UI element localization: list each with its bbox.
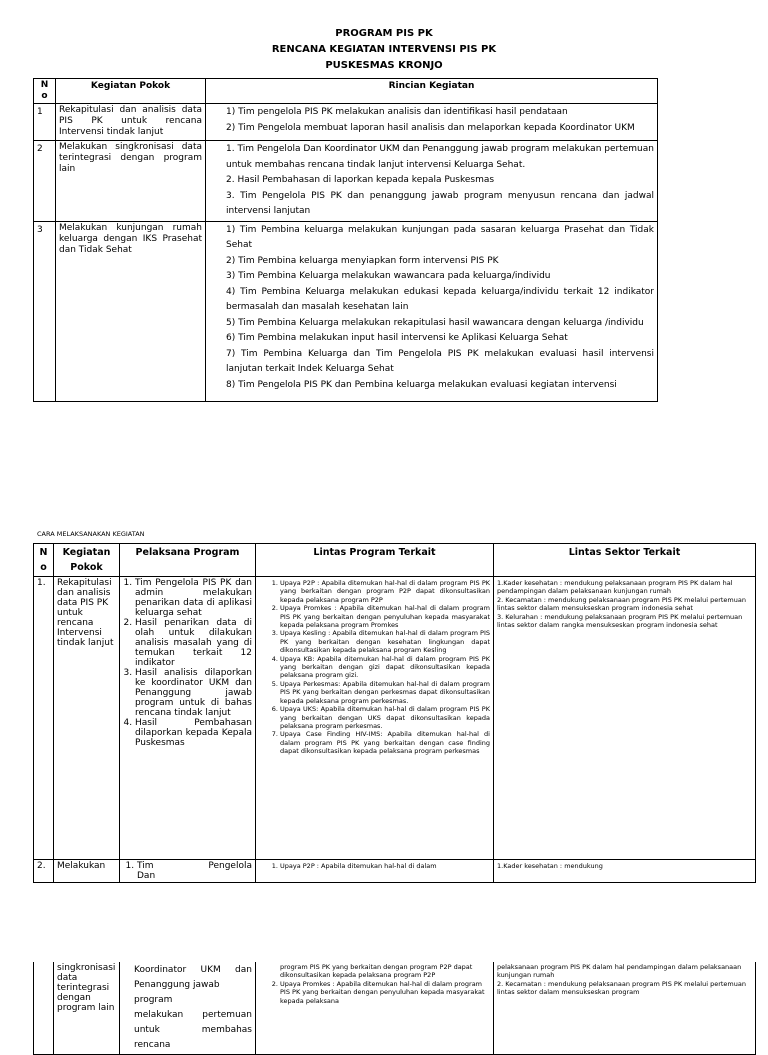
row-rincian <box>206 221 658 401</box>
cara-melaksanakan-table <box>33 543 756 883</box>
list-item: 1. Tim Pengelola Dan Koordinator UKM dan Penanggung jawab program melakukan pertemuan untuk membahas rencana tindak lanjut intervensi Keluarga Sehat. <box>226 144 654 170</box>
row-lintas-sektor: 1.Kader kesehatan : mendukung <box>494 860 756 883</box>
cara-melaksanakan-table-continued <box>33 962 756 1055</box>
list-item: 3) Tim Pembina Keluarga melakukan wawancara pada keluarga/individu <box>226 271 551 281</box>
row-lintas-program <box>256 860 494 883</box>
list-item: 4. Hasil Pembahasan dilaporkan kepada Kepala Puskesmas <box>135 718 252 748</box>
list-item: 2. Upaya Promkes : Apabila ditemukan hal-hal di dalam program PIS PK yang berkaitan dengan penyuluhan kepada masyarakat kepada pelaksana <box>280 980 490 1005</box>
row-no: 1. <box>34 577 54 860</box>
row-no: 1 <box>34 104 56 141</box>
header-rincian: Rincian Kegiatan <box>206 79 658 104</box>
list-item: 8) Tim Pengelola PIS PK dan Pembina keluarga melakukan evaluasi kegiatan intervensi <box>226 379 617 390</box>
header-kegiatan: Kegiatan Pokok <box>56 79 206 104</box>
section-caption: CARA MELAKSANAKAN KEGIATAN <box>37 530 145 538</box>
list-item-continued: program PIS PK yang berkaitan dengan program P2P dapat dikonsultasikan kepada pelaksana program P2P <box>280 963 473 980</box>
row-no: 3 <box>34 221 56 401</box>
list-item: 3. Hasil analisis dilaporkan ke koordinator UKM dan Penanggung jawab program untuk di bahas rencana tindak lanjut <box>135 668 252 718</box>
row-lintas-sektor <box>494 577 756 860</box>
doc-puskesmas: PUSKESMAS KRONJO <box>325 60 443 71</box>
pelaksana-text: Tim Pengelola Dan <box>137 861 252 881</box>
row-no: 2 <box>34 141 56 222</box>
row-no: 2. <box>34 860 54 883</box>
table-header-row <box>34 79 658 104</box>
table-row <box>34 860 756 883</box>
header-kegiatan: Kegiatan Pokok <box>54 544 120 577</box>
list-item: 4. Upaya KB: Apabila ditemukan hal-hal di dalam program PIS PK yang berkaitan dengan gizi dapat dikonsultasikan kepada pelaksana program gizi. <box>280 655 490 680</box>
list-item: 3. Tim Pengelola PIS PK dan penanggung jawab program menyusun rencana dan jadwal intervensi lanjutan <box>226 190 654 216</box>
list-item: 1. Tim Pengelola PIS PK dan admin melakukan penarikan data di aplikasi keluarga sehat <box>135 578 252 618</box>
row-kegiatan: Melakukan kunjungan rumah keluarga dengan IKS Prasehat dan Tidak Sehat <box>56 221 206 401</box>
header-lintas-sektor: Lintas Sektor Terkait <box>494 544 756 577</box>
row-lintas-program <box>256 577 494 860</box>
pelaksana-line: untuk membahas rencana <box>134 1025 252 1050</box>
table-row <box>34 104 658 141</box>
table-row <box>34 141 658 222</box>
table-row <box>34 577 756 860</box>
row-rincian <box>206 141 658 222</box>
list-item: 6. Upaya UKS: Apabila ditemukan hal-hal di dalam program PIS PK yang berkaitan dengan UKS dapat dikonsultasikan kepada pelaksana program perkesmas. <box>280 705 490 730</box>
row-kegiatan: Melakukan <box>54 860 120 883</box>
list-item: 7. Upaya Case Finding HIV-IMS: Apabila ditemukan hal-hal di dalam program PIS PK yang berkaitan dengan case finding dapat dikonsultasikan kepada pelaksana program perkesmas <box>280 730 490 755</box>
row-no <box>34 962 54 1055</box>
list-item: 6) Tim Pembina melakukan input hasil intervensi ke Aplikasi Keluarga Sehat <box>226 333 568 343</box>
list-item: 1.Kader kesehatan : mendukung pelaksanaan program PIS PK dalam hal pendampingan dalam pelaksanaan kunjungan rumah <box>497 579 733 596</box>
row-lintas-program <box>256 962 494 1055</box>
row-lintas-sektor <box>494 962 756 1055</box>
row-rincian <box>206 104 658 141</box>
list-item: 7) Tim Pembina Keluarga dan Tim Pengelola PIS PK melakukan evaluasi hasil intervensi lanjutan terkait Indek Keluarga Sehat <box>226 348 654 374</box>
list-item <box>137 861 252 881</box>
header-no: N o <box>34 79 56 104</box>
header-pelaksana: Pelaksana Program <box>120 544 256 577</box>
list-item: 4) Tim Pembina Keluarga melakukan edukasi kepada keluarga/individu terkait 12 indikator bermasalah dan masalah kesehatan lain <box>226 286 654 312</box>
list-item: 1) Tim Pembina keluarga melakukan kunjungan pada sasaran keluarga Prasehat dan Tidak Sehat <box>226 224 654 250</box>
list-item: 1. Upaya P2P : Apabila ditemukan hal-hal di dalam <box>280 862 490 870</box>
list-item: 2. Hasil Pembahasan di laporkan kepada kepala Puskesmas <box>226 175 495 185</box>
header-lintas-program: Lintas Program Terkait <box>256 544 494 577</box>
pelaksana-line: Penanggung jawab program <box>134 980 220 1005</box>
list-item: 2. Hasil penarikan data di olah untuk dilakukan analisis masalah yang di temukan terkait 12 indikator <box>135 618 252 668</box>
table-row <box>34 221 658 401</box>
list-item: 1) Tim pengelola PIS PK melakukan analisis dan identifikasi hasil pendataan <box>226 107 568 117</box>
list-item: pelaksanaan program PIS PK dalam hal pendampingan dalam pelaksanaan kunjungan rumah <box>497 963 742 980</box>
list-item: 2. Kecamatan : mendukung pelaksanaan program PIS PK melalui pertemuan lintas sektor dalam mensukseskan program indonesia sehat <box>497 595 746 613</box>
row-pelaksana <box>120 860 256 883</box>
doc-subtitle: RENCANA KEGIATAN INTERVENSI PIS PK <box>271 44 497 55</box>
list-item: 2. Upaya Promkes : Apabila ditemukan hal-hal di dalam program PIS PK yang berkaitan dengan penyuluhan kepada masyarakat kepada pelaksana program Promkes <box>280 604 490 629</box>
pelaksana-line: Koordinator UKM dan <box>134 965 252 975</box>
row-kegiatan: Melakukan singkronisasi data terintegrasi dengan program lain <box>56 141 206 222</box>
row-kegiatan: Rekapitulasi dan analisis data PIS PK untuk rencana Intervensi tindak lanjut <box>54 577 120 860</box>
list-item: 1. Upaya P2P : Apabila ditemukan hal-hal di dalam program PIS PK yang berkaitan dengan program P2P dapat dikonsultasikan kepada pelaksana program P2P <box>280 579 490 604</box>
doc-title: PROGRAM PIS PK <box>335 28 433 39</box>
row-kegiatan: singkronisasi data terintegrasi dengan program lain <box>54 962 120 1055</box>
pelaksana-line: melakukan pertemuan <box>134 1010 252 1020</box>
list-item: 5) Tim Pembina Keluarga melakukan rekapitulasi hasil wawancara dengan keluarga /individu <box>226 317 644 328</box>
list-item: 2) Tim Pengelola membuat laporan hasil analisis dan melaporkan kepada Koordinator UKM <box>226 122 635 133</box>
list-item: 3. Kelurahan : mendukung pelaksanaan program PIS PK melalui pertemuan lintas sektor dalam rangka mensukseskan program indonesia sehat <box>497 612 743 630</box>
table-row <box>34 962 756 1055</box>
row-pelaksana <box>120 962 256 1055</box>
list-item: 2. Kecamatan : mendukung pelaksanaan program PIS PK melalui pertemuan lintas sektor dalam mensukseskan program <box>497 979 746 997</box>
row-pelaksana <box>120 577 256 860</box>
rencana-kegiatan-table <box>33 78 658 402</box>
list-item: 3. Upaya Kesling : Apabila ditemukan hal-hal di dalam program PIS PK yang berkaitan dengan kesehatan lingkungan dapat dikonsultasikan kepada pelaksana program Kesling <box>280 629 490 654</box>
row-kegiatan: Rekapitulasi dan analisis data PIS PK untuk rencana Intervensi tindak lanjut <box>56 104 206 141</box>
list-item: 2) Tim Pembina keluarga menyiapkan form intervensi PIS PK <box>226 255 499 266</box>
table-header-row <box>34 544 756 577</box>
list-item: 5. Upaya Perkesmas: Apabila ditemukan hal-hal di dalam program PIS PK yang berkaitan dengan perkesmas dapat dikonsultasikan kepada pelaksana program perkesmas. <box>280 680 490 705</box>
header-no: N o <box>34 544 54 577</box>
